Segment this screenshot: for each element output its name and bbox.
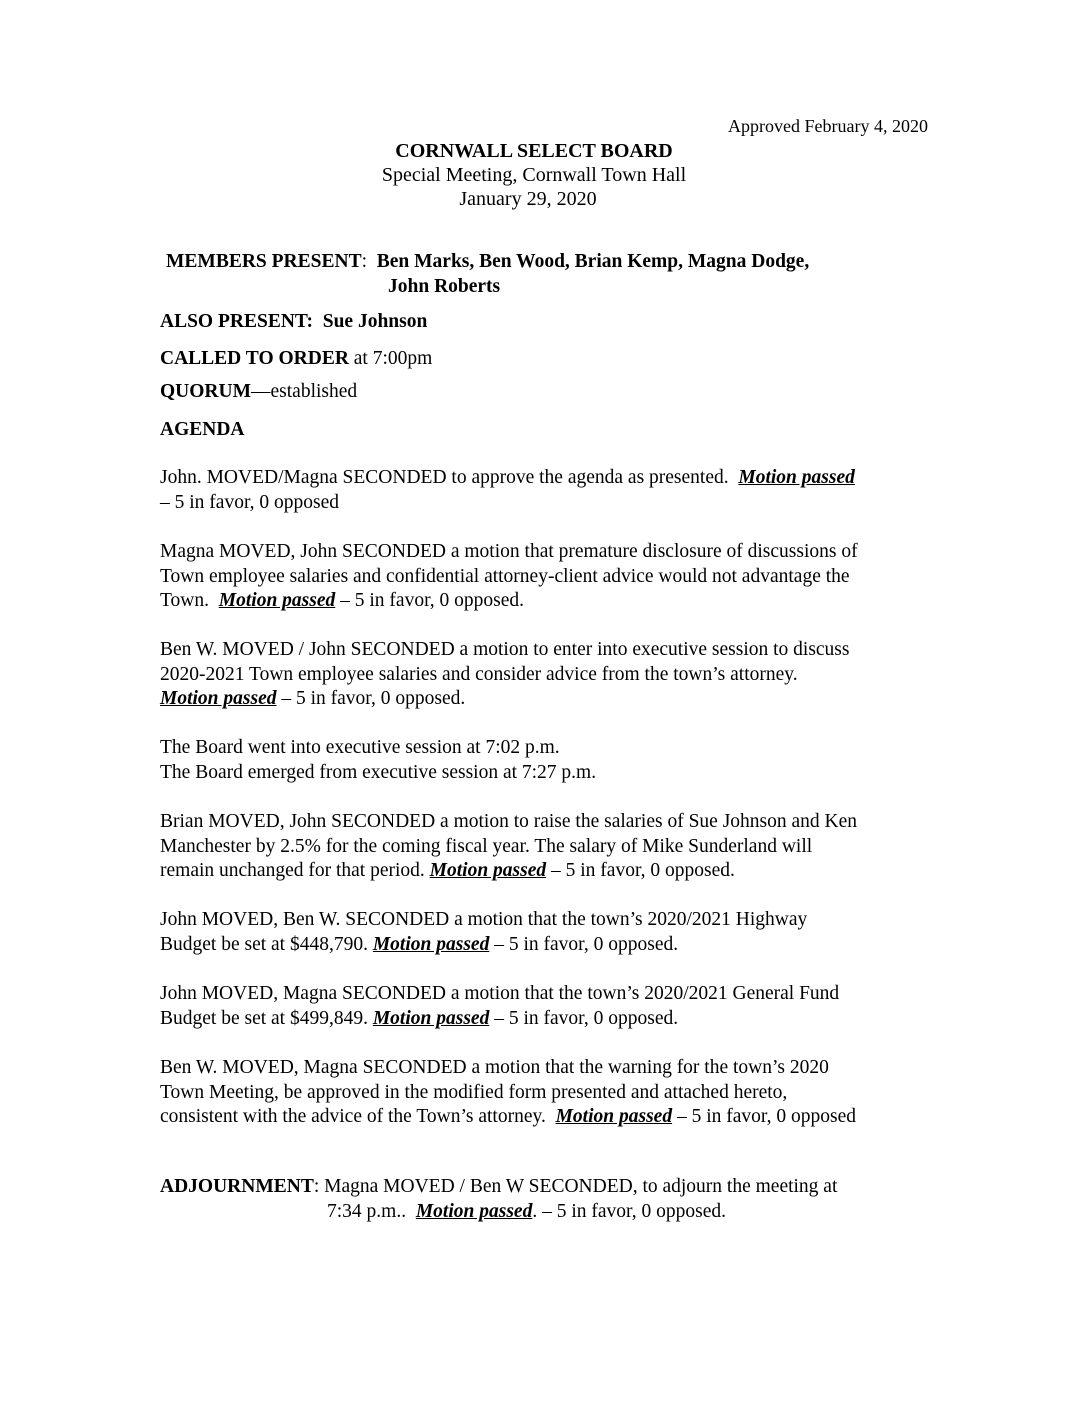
motion-executive-session: Ben W. MOVED / John SECONDED a motion to enter into executive session to discuss 2020-2021 Town employee salaries and consider advice from the town’s attorney. Motion passed – 5 in favor, 0 opposed. (160, 639, 850, 709)
motion-general-fund-budget: John MOVED, Magna SECONDED a motion that the town’s 2020/2021 General Fund Budget be set at $499,849. Motion passed – 5 in favor, 0 opposed. (160, 983, 840, 1029)
members-line-2: John Roberts (388, 275, 501, 297)
board-title: CORNWALL SELECT BOARD (395, 140, 673, 162)
document-header (0, 139, 1088, 211)
members-present: MEMBERS PRESENT: Ben Marks, Ben Wood, Brian Kemp, Magna Dodge, John Roberts (166, 251, 810, 297)
motion-passed-label: Motion passed (372, 933, 490, 955)
also-present (160, 310, 427, 335)
motion-salaries: Brian MOVED, John SECONDED a motion to raise the salaries of Sue Johnson and Ken Manchester by 2.5% for the coming fiscal year. The salary of Mike Sunderland will remain unchanged for that period. Motion passed – 5 in favor, 0 opposed. (160, 811, 858, 881)
quorum (160, 380, 357, 405)
adjournment-label: ADJOURNMENT (160, 1176, 314, 1197)
members-line-1: Ben Marks, Ben Wood, Brian Kemp, Magna Dodge, (376, 251, 810, 272)
motion-passed-label: Motion passed (555, 1106, 673, 1127)
called-to-order (160, 347, 432, 372)
motion-passed-label: Motion passed (372, 1007, 490, 1029)
quorum-label: QUORUM (160, 381, 251, 402)
called-label: CALLED TO ORDER (160, 348, 349, 369)
motion-agenda (160, 466, 855, 515)
quorum-text: —established (251, 381, 358, 402)
motion-disclosure: Magna MOVED, John SECONDED a motion that premature disclosure of discussions of Town employee salaries and confidential attorney-client advice would not advantage the Town. Motion passed – 5 in favor, 0 opposed. (160, 541, 858, 611)
executive-session-times: The Board went into executive session at 7:02 p.m. The Board emerged from executive session at 7:27 p.m. (160, 737, 597, 783)
motion-passed-label: Motion passed (160, 688, 277, 709)
also-label: ALSO PRESENT: (160, 311, 313, 332)
motion-passed-label: Motion passed (415, 1200, 533, 1222)
motion-highway-budget: John MOVED, Ben W. SECONDED a motion that the town’s 2020/2021 Highway Budget be set at $448,790. Motion passed – 5 in favor, 0 opposed. (160, 909, 808, 955)
approval-note: Approved February 4, 2020 (728, 116, 928, 136)
members-label: MEMBERS PRESENT (166, 251, 362, 272)
agenda-heading (160, 418, 245, 443)
motion-passed-label: Motion passed (429, 860, 547, 881)
also-names: Sue Johnson (322, 311, 428, 332)
adjournment: ADJOURNMENT: Magna MOVED / Ben W SECONDED, to adjourn the meeting at 7:34 p.m.. Motion passed. – 5 in favor, 0 opposed. (160, 1176, 838, 1222)
motion-passed-label: Motion passed (738, 467, 855, 488)
motion-agenda-text: John. MOVED/Magna SECONDED to approve the agenda as presented. (160, 467, 729, 488)
motion-passed-label: Motion passed (218, 590, 336, 611)
agenda-label: AGENDA (160, 419, 245, 440)
meeting-date: January 29, 2020 (459, 188, 597, 210)
motion-agenda-vote: – 5 in favor, 0 opposed (160, 491, 340, 513)
meeting-subtitle: Special Meeting, Cornwall Town Hall (381, 164, 687, 186)
motion-town-meeting-warning: Ben W. MOVED, Magna SECONDED a motion that the warning for the town’s 2020 Town Meeting, be approved in the modified form presented and attached hereto, consistent with the advice of the Town’s attorney. Motion passed – 5 in favor, 0 opposed (160, 1057, 856, 1127)
called-time: at 7:00pm (353, 348, 433, 369)
